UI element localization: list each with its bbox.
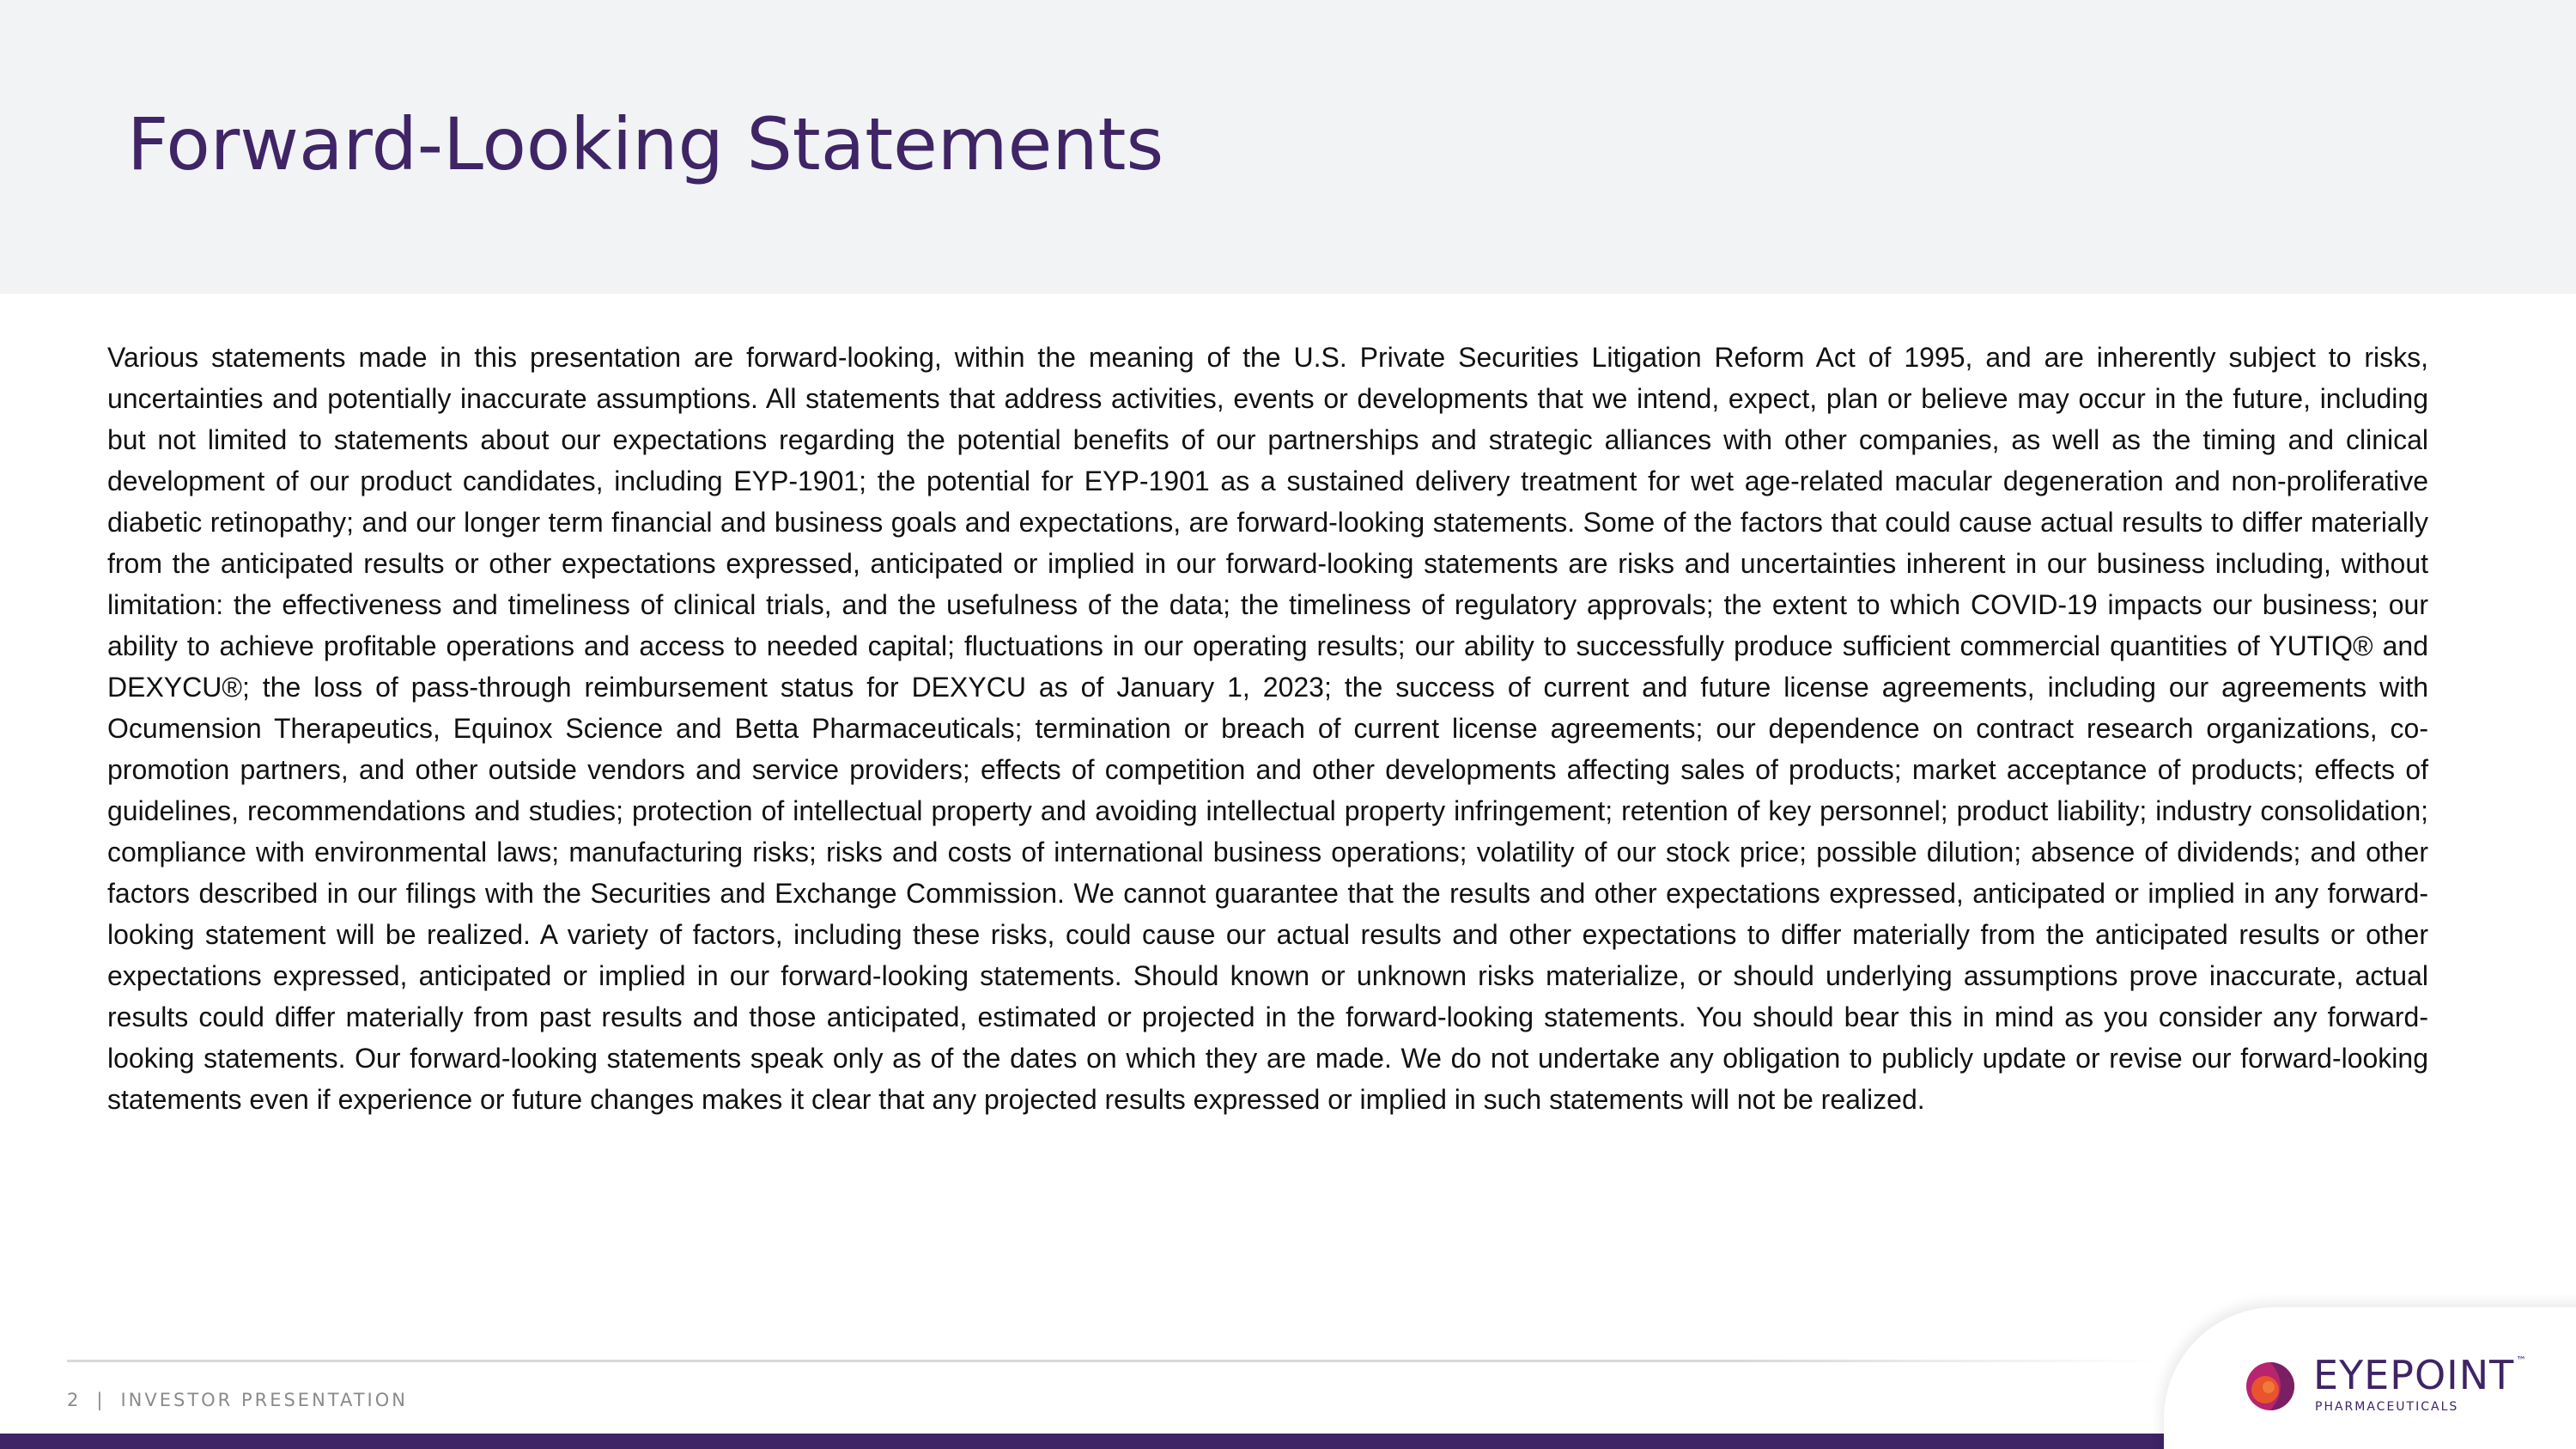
footer-divider — [67, 1360, 2162, 1362]
footer-separator: | — [96, 1390, 106, 1410]
trademark-mark: ™ — [2516, 1355, 2528, 1367]
eyepoint-logo-icon — [2243, 1359, 2298, 1414]
page-number: 2 — [67, 1390, 82, 1410]
company-logo — [2243, 1352, 2528, 1424]
logo-wordmark: EYEPOINT ™ — [2313, 1352, 2528, 1398]
header-band — [0, 0, 2576, 294]
logo-subtitle: PHARMACEUTICALS — [2315, 1400, 2459, 1414]
disclaimer-text: Various statements made in this presentation are forward-looking, within the meaning of the U.S. Private Securities Litigation Reform Act of 1995, and are inherently subject to risks, uncertainties and potentially inaccurate assumptions. All statements that address activities, events or developments that we intend, expect, plan or believe may occur in the future, including but not limited to statements about our expectations regarding the potential benefits of our partnerships and strategic alliances with other companies, as well as the timing and clinical development of our product candidates, including EYP-1901; the potential for EYP-1901 as a sustained delivery treatment for wet age-related macular degeneration and non-proliferative diabetic retinopathy; and our longer term financial and business goals and expectations, are forward-looking statements. Some of the factors that could cause actual results to differ materially from the anticipated results or other expectations expressed, anticipated or implied in our forward-looking statements are risks and uncertainties inherent in our business including, without limitation: the effectiveness and timeliness of clinical trials, and the usefulness of the data; the timeliness of regulatory approvals; the extent to which COVID-19 impacts our business; our ability to achieve profitable operations and access to needed capital; fluctuations in our operating results; our ability to successfully produce sufficient commercial quantities of YUTIQ® and DEXYCU®; the loss of pass-through reimbursement status for DEXYCU as of January 1, 2023; the success of current and future license agreements, including our agreements with Ocumension Therapeutics, Equinox Science and Betta Pharmaceuticals; termination or breach of current license agreements; our dependence on contract research organizations, co-promotion partners, and other outside vendors and service providers; effects of competition and other developments affecting sales of products; market acceptance of products; effects of guidelines, recommendations and studies; protection of intellectual property and avoiding intellectual property infringement; retention of key personnel; product liability; industry consolidation; compliance with environmental laws; manufacturing risks; risks and costs of international business operations; volatility of our stock price; possible dilution; absence of dividends; and other factors described in our filings with the Securities and Exchange Commission. We cannot guarantee that the results and other expectations expressed, anticipated or implied in any forward-looking statement will be realized. A variety of factors, including these risks, could cause our actual results and other expectations to differ materially from the anticipated results or other expectations expressed, anticipated or implied in our forward-looking statements. Should known or unknown risks materialize, or should underlying assumptions prove inaccurate, actual results could differ materially from past results and those anticipated, estimated or projected in the forward-looking statements. You should bear this in mind as you consider any forward-looking statements. Our forward-looking statements speak only as of the dates on which they are made. We do not undertake any obligation to publicly update or revise our forward-looking statements even if experience or future changes makes it clear that any projected results expressed or implied in such statements will not be realized. — [107, 342, 2428, 1115]
footer — [67, 1390, 408, 1410]
page-title: Forward-Looking Statements — [127, 102, 1164, 186]
footer-label: INVESTOR PRESENTATION — [120, 1390, 408, 1410]
